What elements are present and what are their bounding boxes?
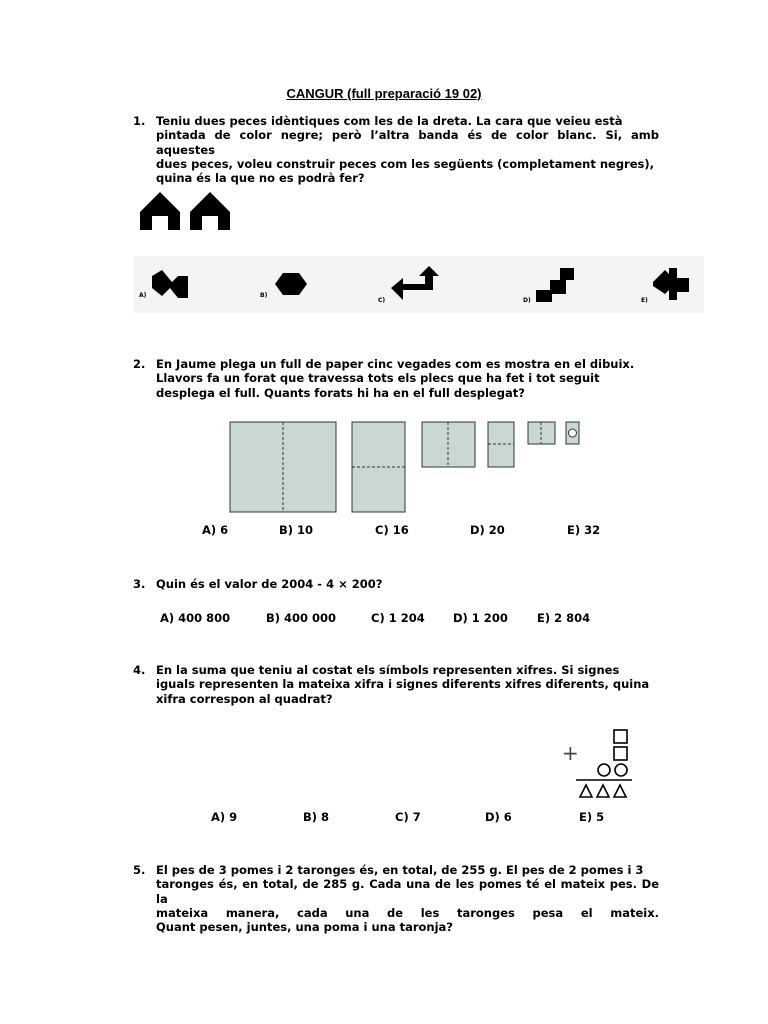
hole-mark bbox=[569, 429, 577, 437]
question-2-number: 2. bbox=[133, 357, 146, 371]
q3-option-b: B) 400 000 bbox=[266, 611, 337, 625]
q2-option-d: D) 20 bbox=[470, 523, 505, 537]
question-2-text bbox=[156, 357, 659, 400]
question-5-number: 5. bbox=[133, 863, 146, 877]
question-line: desplega el full. Quants forats hi ha en el full desplegat? bbox=[156, 385, 525, 400]
question-line: Llavors fa un forat que travessa tots els plecs que ha fet i tot seguit bbox=[156, 371, 600, 386]
option-b-shape bbox=[271, 270, 311, 298]
q4-option-b: B) 8 bbox=[303, 810, 330, 824]
paper-folding-figure bbox=[228, 420, 584, 514]
q2-option-c: C) 16 bbox=[375, 523, 409, 537]
option-d-label: D) bbox=[523, 297, 531, 304]
option-e-label: E) bbox=[641, 297, 648, 304]
q4-option-a: A) 9 bbox=[211, 810, 238, 824]
piece-right bbox=[190, 192, 230, 230]
q3-option-c: C) 1 204 bbox=[371, 611, 425, 625]
two-pieces-figure bbox=[138, 190, 234, 234]
plus-sign: + bbox=[562, 741, 579, 765]
question-line: xifra correspon al quadrat? bbox=[156, 691, 333, 706]
q4-option-d: D) 6 bbox=[485, 810, 512, 824]
question-line: mateixa manera, cada una de les taronges pesa el mateix. bbox=[156, 905, 659, 920]
circle-symbol bbox=[615, 764, 627, 776]
q2-option-e: E) 32 bbox=[567, 523, 601, 537]
symbol-sum-figure bbox=[572, 727, 636, 801]
q2-option-b: B) 10 bbox=[279, 523, 314, 537]
question-3-text bbox=[156, 577, 659, 591]
option-a-shape bbox=[148, 268, 192, 300]
piece-left bbox=[140, 192, 180, 230]
question-line: En la suma que teniu al costat els símbols representen xifres. Si signes bbox=[156, 663, 620, 677]
triangle-symbol bbox=[580, 785, 592, 797]
question-line: quina és la que no es podrà fer? bbox=[156, 171, 365, 186]
q3-option-d: D) 1 200 bbox=[453, 611, 508, 625]
square-symbol bbox=[614, 747, 627, 760]
question-line: En Jaume plega un full de paper cinc vegades com es mostra en el dibuix. bbox=[156, 357, 635, 371]
question-1-number: 1. bbox=[133, 114, 146, 128]
question-line: pintada de color negre; però l’altra banda és de color blanc. Si, amb aquestes bbox=[156, 128, 659, 157]
question-3-number: 3. bbox=[133, 577, 146, 591]
q4-option-e: E) 5 bbox=[579, 810, 605, 824]
question-line: Quin és el valor de 2004 - 4 × 200? bbox=[156, 577, 383, 591]
square-symbol bbox=[614, 730, 627, 743]
question-line: Teniu dues peces idèntiques com les de la dreta. La cara que veieu està bbox=[156, 114, 623, 128]
question-1-text bbox=[156, 114, 659, 185]
circle-symbol bbox=[598, 764, 610, 776]
question-4-text bbox=[156, 663, 659, 706]
page-title: CANGUR (full preparació 19 02) bbox=[286, 86, 482, 101]
question-line: Quant pesen, juntes, una poma i una taronja? bbox=[156, 920, 453, 935]
option-c-label: C) bbox=[378, 297, 386, 304]
q4-option-c: C) 7 bbox=[395, 810, 421, 824]
question-line: dues peces, voleu construir peces com les següents (completament negres), bbox=[156, 156, 654, 171]
option-c-shape bbox=[389, 264, 441, 304]
triangle-symbol bbox=[614, 785, 626, 797]
q2-option-a: A) 6 bbox=[202, 523, 229, 537]
q3-option-e: E) 2 804 bbox=[537, 611, 591, 625]
question-line: taronges és, en total, de 285 g. Cada una de les pomes té el mateix pes. De la bbox=[156, 877, 659, 906]
option-a-label: A) bbox=[139, 292, 147, 299]
question-4-number: 4. bbox=[133, 663, 146, 677]
question-5-text bbox=[156, 863, 659, 934]
triangle-symbol bbox=[597, 785, 609, 797]
option-d-shape bbox=[534, 264, 576, 306]
question-line: iguals representen la mateixa xifra i signes diferents xifres diferents, quina bbox=[156, 677, 650, 692]
option-b-label: B) bbox=[260, 292, 268, 299]
option-e-shape bbox=[651, 264, 691, 304]
question-line: El pes de 3 pomes i 2 taronges és, en total, de 255 g. El pes de 2 pomes i 3 bbox=[156, 863, 644, 877]
q3-option-a: A) 400 800 bbox=[160, 611, 231, 625]
